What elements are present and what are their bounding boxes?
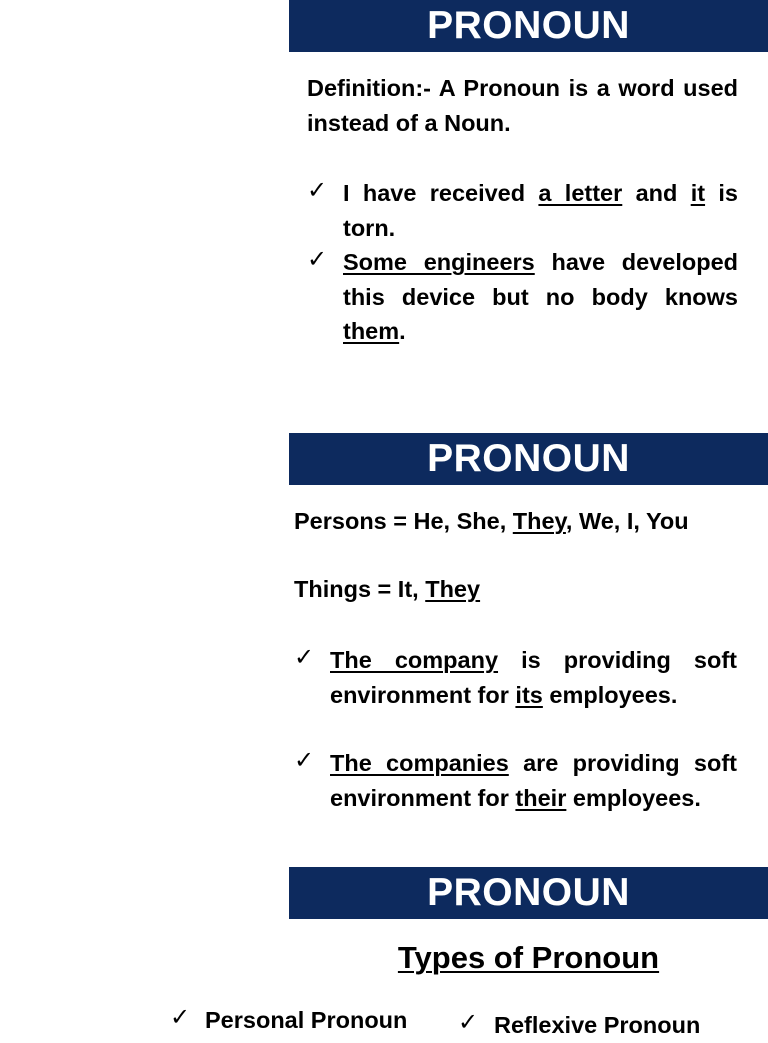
slide1-title: PRONOUN — [427, 4, 630, 47]
checkmark-icon: ✓ — [307, 177, 328, 204]
slide3-subtitle: Types of Pronoun — [397, 940, 660, 975]
slide2-persons: Persons = He, She, They, We, I, You — [294, 508, 689, 534]
slide1-definition: Definition:- A Pronoun is a word used instead of a Noun. — [307, 75, 738, 136]
checkmark-icon: ✓ — [458, 1009, 479, 1036]
checkmark-icon: ✓ — [294, 747, 315, 774]
slide1-title-banner — [289, 0, 768, 52]
slide2-bullet-1: The company is providing soft environment for its employees. — [330, 647, 737, 708]
slide3-title-banner — [289, 867, 768, 919]
slide2-bullet-2: The companies are providing soft environment for their employees. — [330, 750, 737, 811]
checkmark-icon: ✓ — [170, 1004, 191, 1031]
slide2-things: Things = It, They — [294, 576, 481, 602]
checkmark-icon: ✓ — [307, 246, 328, 273]
slide3-item-personal: Personal Pronoun — [205, 1007, 408, 1033]
slide3-item-reflexive: Reflexive Pronoun — [494, 1012, 701, 1038]
slide1-bullet-2: Some engineers have developed this device but no body knows them. — [343, 249, 738, 344]
slide2-title: PRONOUN — [427, 437, 630, 480]
checkmark-icon: ✓ — [294, 644, 315, 671]
slide2-title-banner — [289, 433, 768, 485]
slide1-bullet-1: I have received a letter and it is torn. — [343, 180, 738, 241]
slide3-title: PRONOUN — [427, 871, 630, 914]
